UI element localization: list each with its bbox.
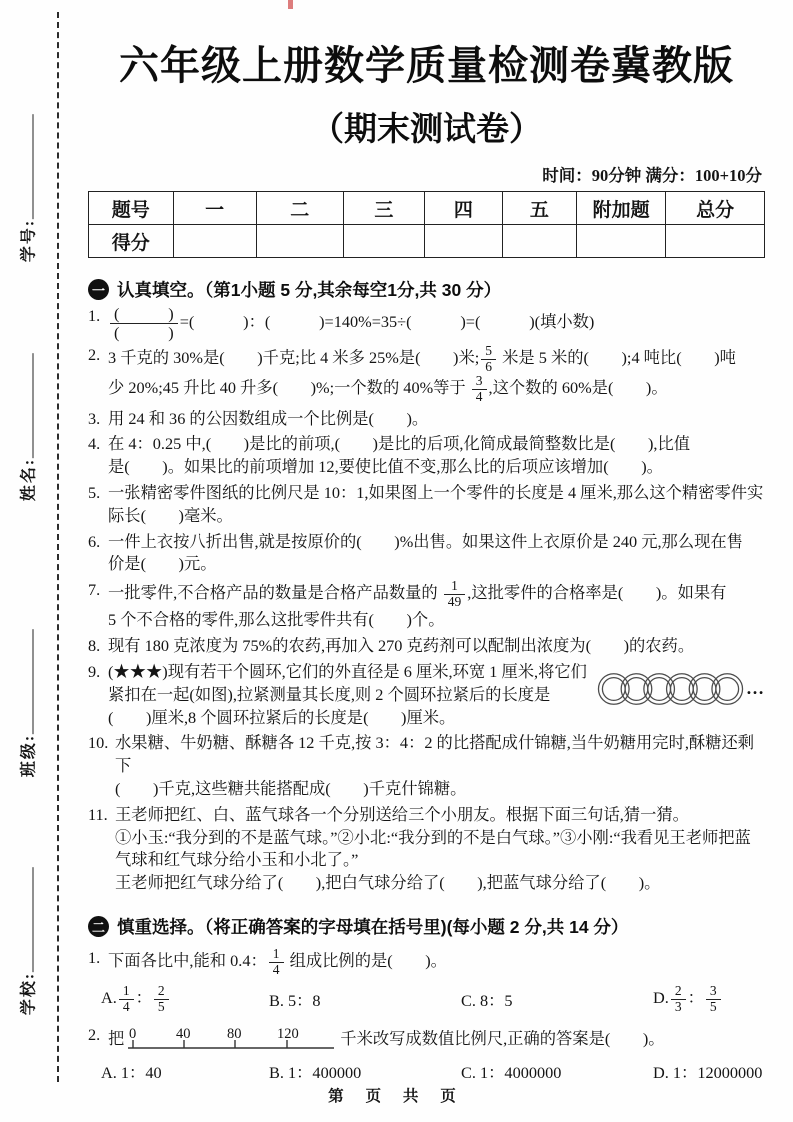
question-text: 组成比例的是( )。 (285, 950, 447, 970)
question-s1-10 (88, 732, 765, 800)
fraction (110, 305, 178, 341)
rings-illustration (597, 667, 765, 711)
fraction-denominator: 6 (485, 358, 493, 374)
seal-label-text: 学校: (20, 971, 38, 1016)
seal-blank-line (18, 867, 33, 972)
fraction (706, 984, 721, 1014)
seal-label-school (16, 867, 39, 1015)
fraction-numerator: 5 (481, 344, 496, 360)
exam-content (88, 0, 765, 1083)
fraction-numerator: 3 (472, 374, 487, 390)
question-number: 4. (88, 434, 101, 454)
question-s1-1 (88, 305, 765, 341)
question-text: 米是 5 米的( );4 吨比( )吨 (498, 348, 736, 367)
seal-label-text: 姓名: (20, 457, 38, 502)
question-line: 王老师把红、白、蓝气球各一个分别送给三个小朋友。根据下面三句话,猜一猜。 (115, 804, 689, 824)
option-A: A. 1：40 (101, 1062, 162, 1082)
question-line: 在 4：0.25 中,( )是比的前项,( )是比的后项,化简成最简整数比是( ),比值 (108, 434, 691, 454)
question-number: 1. (88, 306, 101, 325)
scale-tick-label: 120 (277, 1025, 300, 1042)
question-s1-2 (88, 344, 765, 404)
seal-blank-line (18, 353, 33, 458)
score-table-cell: 三 (343, 192, 424, 225)
score-table-header-row (89, 192, 765, 225)
question-s1-4 (88, 433, 765, 479)
score-table-cell: 四 (424, 192, 502, 225)
seal-dashed-line (57, 12, 59, 1082)
seal-label-class (16, 629, 39, 777)
question-text: 把 (108, 1028, 125, 1048)
fraction (481, 344, 496, 374)
question-line: 水果糖、牛奶糖、酥糖各 12 千克,按 3：4：2 的比搭配成什锦糖,当牛奶糖用完时,酥糖还剩下 (115, 733, 755, 776)
section2-heading-text: 慎重选择。（将正确答案的字母填在括号里)(每小题 2 分,共 14 分） (117, 917, 629, 938)
question-text: ,这批零件的合格率是( )。如果有 (467, 583, 727, 602)
question-number: 10. (88, 733, 109, 753)
question-s1-5 (88, 482, 765, 528)
fraction-denominator: 4 (272, 961, 280, 977)
scale-tick-label: 0 (129, 1025, 137, 1042)
score-table-cell: 附加题 (577, 192, 666, 225)
fraction (671, 984, 686, 1014)
question-line: 5 个不合格的零件,那么这批零件共有( )个。 (108, 610, 445, 630)
score-table-empty-cell (577, 225, 666, 258)
option-B: B. 5：8 (269, 991, 321, 1011)
question-line: 价是( )元。 (108, 554, 217, 574)
ellipsis-text: … (746, 678, 765, 699)
choice-options-row (88, 984, 765, 1014)
choice-options-row (88, 1059, 765, 1083)
fraction-denominator: 5 (157, 999, 165, 1015)
scale-tick-label: 40 (176, 1025, 191, 1042)
fraction-denominator: 3 (674, 999, 682, 1015)
fraction-numerator: 2 (671, 984, 686, 1000)
score-table-cell: 二 (256, 192, 343, 225)
question-line: 现有 180 克浓度为 75%的农药,再加入 270 克药剂可以配制出浓度为( )的农药。 (108, 636, 695, 656)
question-line: 紧扣在一起(如图),拉紧测量其长度,则 2 个圆环拉紧后的长度是 (108, 684, 551, 704)
fraction (119, 984, 134, 1014)
section1-heading (88, 277, 765, 302)
question-text: 下面各比中,能和 0.4： (108, 950, 267, 970)
question-line: (★★★)现有若干个圆环,它们的外直径是 6 厘米,环宽 1 厘米,将它们 (108, 661, 587, 681)
score-table-cell: 得分 (89, 225, 174, 258)
chain-rings-icon (597, 667, 745, 711)
fraction (154, 984, 169, 1014)
fraction (444, 579, 466, 609)
question-text: =( )：( )=140%=35÷( )=( )(填小数) (179, 311, 595, 331)
fraction-denominator: 4 (475, 388, 483, 404)
seal-label-text: 班级: (20, 733, 38, 778)
question-number: 2. (88, 1024, 101, 1044)
question-number: 2. (88, 345, 101, 365)
score-table-cell: 总分 (666, 192, 765, 225)
score-table-empty-cell (173, 225, 256, 258)
score-table-score-row (89, 225, 765, 258)
option-B: B. 1：400000 (269, 1062, 362, 1082)
question-text: 千米改写成数值比例尺,正确的答案是( )。 (340, 1028, 665, 1048)
section1-heading-text: 认真填空。（第1小题 5 分,其余每空1分,共 30 分） (117, 280, 502, 300)
question-number: 5. (88, 482, 101, 502)
scale-bar-illustration (126, 1024, 338, 1052)
question-line: 王老师把红气球分给了( ),把白气球分给了( ),把蓝气球分给了( )。 (115, 873, 661, 893)
page-subtitle: （期末测试卷） (311, 110, 542, 147)
fraction-numerator: ( ) (110, 305, 178, 324)
question-s1-11 (88, 804, 765, 895)
question-line (108, 374, 765, 404)
page-title: 六年级上册数学质量检测卷冀教版 (119, 44, 734, 88)
question-number: 7. (88, 580, 101, 600)
ratio-colon: ： (135, 988, 152, 1008)
question-s1-7 (88, 579, 765, 632)
fraction-numerator: 1 (444, 579, 466, 595)
question-s2-2 (88, 1024, 765, 1052)
fraction-denominator: 49 (447, 593, 462, 609)
question-line: 一张精密零件图纸的比例尺是 10：1,如果图上一个零件的长度是 4 厘米,那么这个精密零件实 (108, 482, 764, 502)
option-label: D. (653, 988, 669, 1008)
score-table-empty-cell (502, 225, 576, 258)
option-C: C. 1：4000000 (461, 1062, 562, 1082)
question-line: 气球和红气球分给小玉和小北了。” (115, 850, 359, 870)
question-s1-6 (88, 531, 765, 577)
score-table-cell: 题号 (89, 192, 174, 225)
score-table-empty-cell (343, 225, 424, 258)
question-line: ( )千克,这些糖共能搭配成( )千克什锦糖。 (115, 779, 467, 799)
question-s1-9 (88, 661, 765, 729)
score-table-empty-cell (666, 225, 765, 258)
question-s2-1 (88, 947, 765, 977)
question-number: 9. (88, 661, 101, 681)
exam-meta: 时间：90分钟 满分：100+10分 (542, 166, 762, 185)
section-one-badge-icon: 一 (88, 279, 109, 300)
ratio-colon: ： (687, 988, 704, 1008)
fraction-numerator: 1 (269, 947, 284, 963)
score-table-cell: 一 (173, 192, 256, 225)
question-text: 少 20%;45 升比 40 升多( )%;一个数的 40%等于 (108, 378, 470, 398)
fraction-numerator: 3 (706, 984, 721, 1000)
option-D (653, 984, 723, 1014)
question-number: 1. (88, 948, 101, 968)
question-line: ( )厘米,8 个圆环拉紧后的长度是( )厘米。 (108, 707, 456, 727)
question-line: 一件上衣按八折出售,就是按原价的( )%出售。如果这件上衣原价是 240 元,那么现在售 (108, 531, 743, 551)
score-table-empty-cell (256, 225, 343, 258)
option-A (101, 984, 269, 1014)
question-line: 际长( )毫米。 (108, 505, 233, 525)
question-number: 3. (88, 408, 101, 428)
score-table-empty-cell (424, 225, 502, 258)
question-number: 6. (88, 531, 101, 551)
fraction (269, 947, 284, 977)
question-line (108, 344, 765, 374)
seal-blank-line (18, 114, 33, 219)
question-text: 3 千克的 30%是( )千克;比 4 米多 25%是( )米; (108, 348, 480, 367)
seal-blank-line (18, 629, 33, 734)
option-label: A. (101, 988, 117, 1008)
scale-tick-label: 80 (227, 1025, 242, 1042)
page-footer: 第 页 共 页 (328, 1088, 465, 1105)
question-line: ①小玉:“我分到的不是蓝气球。”②小北:“我分到的不是白气球。”③小刚:“我看见王老师把蓝 (115, 827, 751, 847)
question-line: 用 24 和 36 的公因数组成一个比例是( )。 (108, 408, 429, 428)
score-table-cell: 五 (502, 192, 576, 225)
fraction-denominator: ( ) (114, 322, 174, 342)
option-C: C. 8：5 (461, 991, 513, 1011)
question-line (108, 579, 765, 609)
question-text: 一批零件,不合格产品的数量是合格产品数量的 (108, 583, 442, 602)
question-line: 是( )。如果比的前项增加 12,要使比值不变,那么比的后项应该增加( )。 (108, 457, 663, 477)
question-s1-8 (88, 635, 765, 658)
question-number: 8. (88, 636, 101, 656)
option-D: D. 1：12000000 (653, 1062, 763, 1082)
fraction-numerator: 2 (154, 984, 169, 1000)
section-two-badge-icon: 二 (88, 916, 109, 937)
seal-label-text: 学号: (20, 218, 38, 263)
seal-label-student-id (16, 114, 39, 262)
question-text: ,这个数的 60%是( )。 (488, 378, 668, 398)
seal-label-name (16, 353, 39, 501)
fraction-denominator: 5 (709, 999, 717, 1015)
score-table (88, 191, 765, 258)
fraction-denominator: 4 (122, 999, 130, 1015)
fraction (472, 374, 487, 404)
fraction-numerator: 1 (119, 984, 134, 1000)
question-number: 11. (88, 804, 108, 824)
section2-heading (88, 914, 765, 939)
question-s1-3 (88, 408, 765, 431)
